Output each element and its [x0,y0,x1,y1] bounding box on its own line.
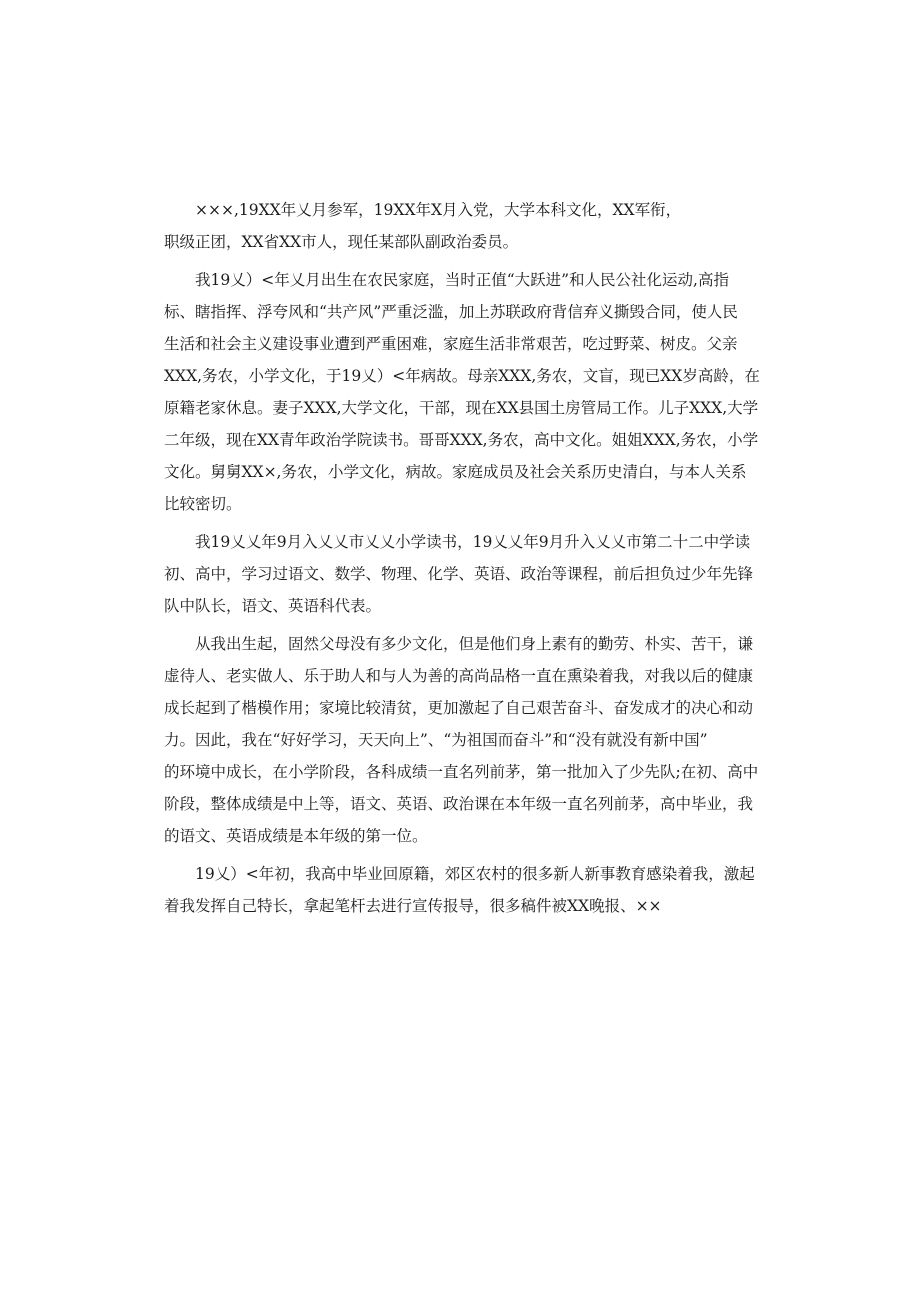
paragraph-education [164,526,764,622]
text-line: 生活和社会主义建设事业遭到严重困难，家庭生活非常艰苦，吃过野菜、树皮。父亲 [164,335,738,353]
text-line: 标、瞎指挥、浮夸风和“共产风”严重泛滥，加上苏联政府背信弃义撕毁合同，使人民 [164,303,738,321]
text-line: 初、高中，学习过语文、数学、物理、化学、英语、政治等课程，前后担负过少年先锋 [164,565,754,583]
text-line: 我19乂乂年9月入乂乂市乂乂小学读书，19乂乂年9月升入乂乂市第二十二中学读 [195,533,751,551]
text-line: ×××,19XX年乂月参军，19XX年X月入党，大学本科文化，XX军衔， [195,201,682,219]
text-line: 虚待人、老实做人、乐于助人和与人为善的高尚品格一直在熏染着我，对我以后的健康 [164,667,754,685]
paragraph-family-background [164,264,764,520]
document-body [164,194,764,922]
text-line: XXX,务农，小学文化，于19乂）<年病故。母亲XXX,务农，文盲，现已XX岁高龄，在 [164,367,760,385]
text-line: 力。因此，我在“好好学习，天天向上”、“为祖国而奋斗”和“没有就没有新中国” [164,731,708,749]
text-line: 19乂）<年初，我高中毕业回原籍，郊区农村的很多新人新事教育感染着我，激起 [195,865,755,883]
text-line: 我19乂）<年乂月出生在农民家庭，当时正值“大跃进”和人民公社化运动,高指 [195,271,729,289]
text-line: 队中队长，语文、英语科代表。 [164,597,382,615]
text-line: 职级正团，XX省XX市人，现任某部队副政治委员。 [164,233,519,251]
text-line: 原籍老家休息。妻子XXX,大学文化，干部，现在XX县国土房管局工作。儿子XXX,大学 [164,399,759,417]
text-line: 的语文、英语成绩是本年级的第一位。 [164,827,428,845]
text-line: 的环境中成长，在小学阶段，各科成绩一直名列前茅，第一批加入了少先队;在初、高中 [164,763,759,781]
text-line: 比较密切。 [164,495,242,513]
paragraph-after-graduation [164,858,764,922]
text-line: 成长起到了楷模作用；家境比较清贫，更加激起了自己艰苦奋斗、奋发成才的决心和动 [164,699,754,717]
paragraph-upbringing [164,628,764,852]
text-line: 二年级，现在XX青年政治学院读书。哥哥XXX,务农，高中文化。姐姐XXX,务农，小学 [164,431,759,449]
paragraph-basic-info [164,194,764,258]
text-line: 着我发挥自己特长，拿起笔杆去进行宣传报导，很多稿件被XX晚报、×× [164,897,662,915]
text-line: 阶段，整体成绩是中上等，语文、英语、政治课在本年级一直名列前茅，高中毕业，我 [164,795,754,813]
text-line: 文化。舅舅XX×,务农，小学文化，病故。家庭成员及社会关系历史清白，与本人关系 [164,463,747,481]
text-line: 从我出生起，固然父母没有多少文化，但是他们身上素有的勤劳、朴实、苦干，谦 [195,635,754,653]
